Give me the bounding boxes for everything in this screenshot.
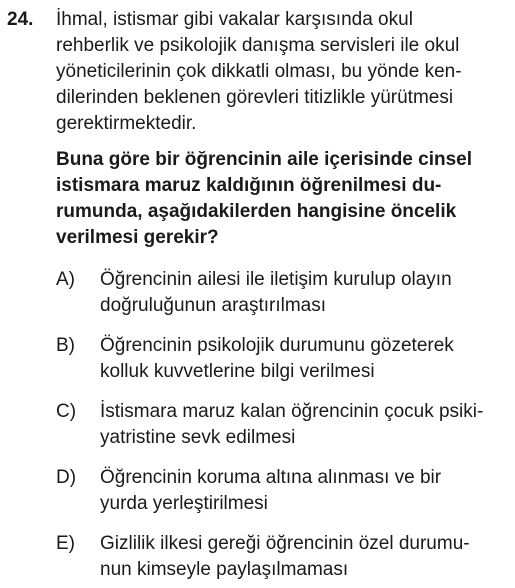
option-line: doğruluğunun araştırılması (100, 295, 327, 316)
prompt-line: Buna göre bir öğrencinin aile içerisinde cinsel (56, 149, 473, 170)
prompt-line: rumunda, aşağıdakilerden hangisine öncelik (56, 201, 457, 222)
question-number: 24. (7, 9, 34, 30)
option-line: yatristine sevk edilmesi (100, 427, 296, 448)
option-text (100, 399, 510, 451)
stem-line: İhmal, istismar gibi vakalar karşısında okul (56, 9, 413, 30)
prompt-line: verilmesi gerekir? (56, 227, 219, 248)
option-letter: D) (56, 467, 77, 488)
option-text (100, 531, 510, 583)
option-line: Gizlilik ilkesi gereği öğrencinin özel durumu- (100, 533, 470, 554)
option-text (100, 333, 510, 385)
option-letter: E) (56, 533, 75, 554)
question-prompt (56, 147, 511, 251)
option-text (100, 465, 510, 517)
option-line: İstismara maruz kalan öğrencinin çocuk psiki- (100, 401, 484, 422)
option-line: nun kimseyle paylaşılmaması (100, 559, 349, 580)
option-text (100, 267, 510, 319)
option-line: kolluk kuvvetlerine bilgi verilmesi (100, 361, 375, 382)
stem-line: yöneticilerinin çok dikkatli olması, bu yönde ken- (56, 61, 462, 82)
option-line: Öğrencinin psikolojik durumunu gözeterek (100, 335, 454, 356)
prompt-line: istismara maruz kaldığının öğrenilmesi du- (56, 175, 442, 196)
option-letter: C) (56, 401, 77, 422)
stem-line: rehberlik ve psikolojik danışma servisleri ile okul (56, 35, 460, 56)
option-letter: B) (56, 335, 75, 356)
option-line: Öğrencinin ailesi ile iletişim kurulup olayın (100, 269, 452, 290)
option-line: Öğrencinin koruma altına alınması ve bir (100, 467, 442, 488)
option-letter: A) (56, 269, 75, 290)
stem-line: gerektirmektedir. (56, 113, 197, 134)
stem-line: dilerinden beklenen görevleri titizlikle yürütmesi (56, 87, 454, 108)
option-line: yurda yerleştirilmesi (100, 493, 268, 514)
question-stem (56, 7, 511, 137)
